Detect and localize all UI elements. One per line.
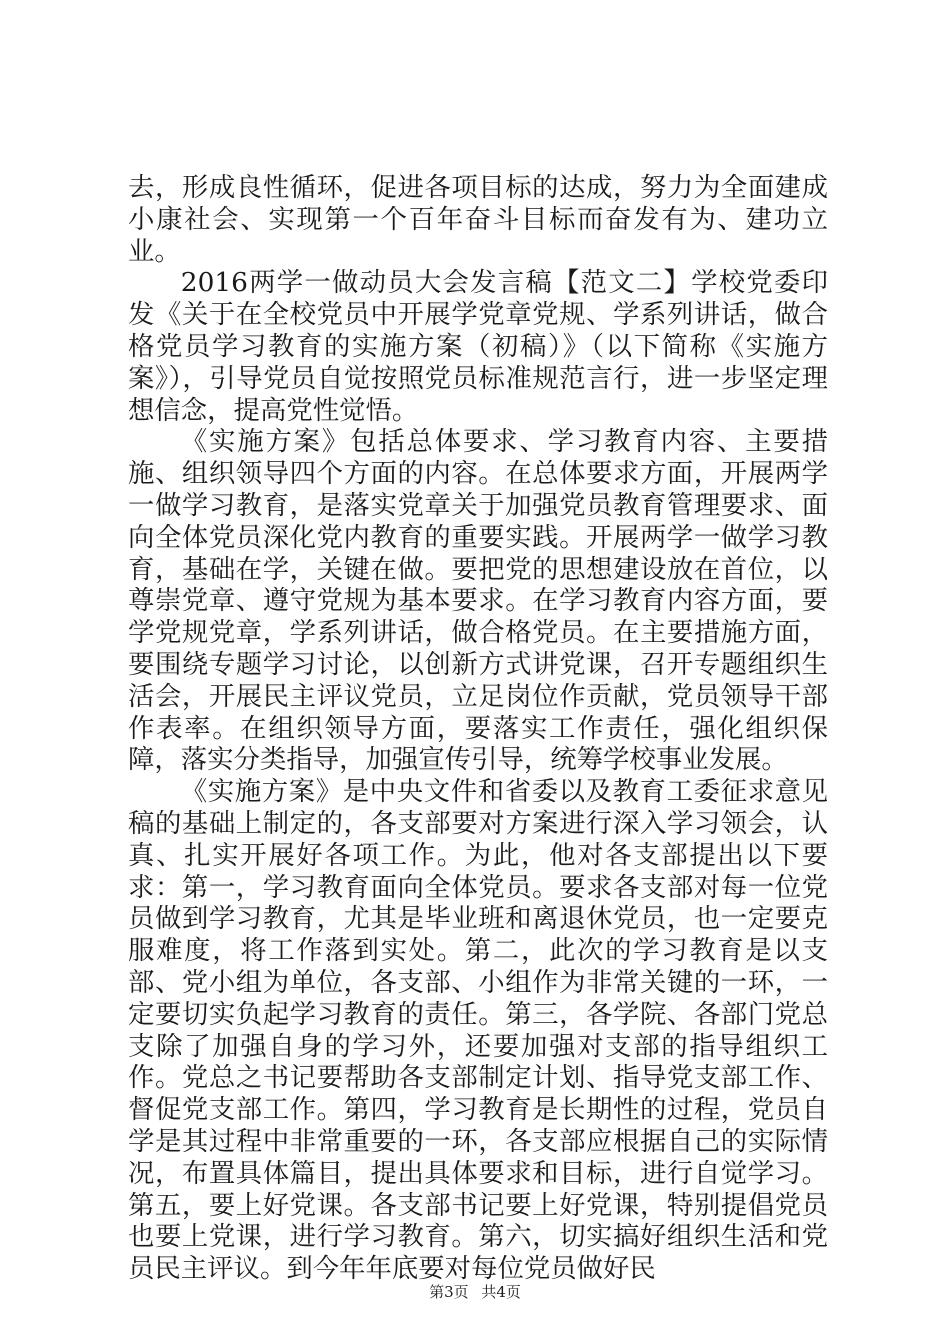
page-number: 第3页 — [429, 1283, 469, 1301]
paragraph-speech-intro: 2016两学一做动员大会发言稿【范文二】学校党委印发《关于在全校党员中开展学党章党规、学系列讲话，做合格党员学习教育的实施方案（初稿）》（以下简称《实施方案》），引导党员自觉按照党员标准规范言行，进一步坚定理想信念，提高党性觉悟。 — [128, 267, 828, 426]
page-total: 共4页 — [481, 1283, 521, 1301]
document-body — [128, 172, 828, 1285]
paragraph-plan-content: 《实施方案》包括总体要求、学习教育内容、主要措施、组织领导四个方面的内容。在总体要求方面，开展两学一做学习教育，是落实党章关于加强党员教育管理要求、面向全体党员深化党内教育的重要实践。开展两学一做学习教育，基础在学，关键在做。要把党的思想建设放在首位，以尊崇党章、遵守党规为基本要求。在学习教育内容方面，要学党规党章，学系列讲话，做合格党员。在主要措施方面，要围绕专题学习讨论，以创新方式讲党课，召开专题组织生活会，开展民主评议党员，立足岗位作贡献，党员领导干部作表率。在组织领导方面，要落实工作责任，强化组织保障，落实分类指导，加强宣传引导，统筹学校事业发展。 — [128, 426, 828, 776]
page-footer — [0, 1281, 950, 1302]
paragraph-continuation: 去，形成良性循环，促进各项目标的达成，努力为全面建成小康社会、实现第一个百年奋斗目标而奋发有为、建功立业。 — [128, 172, 828, 267]
paragraph-plan-requirements: 《实施方案》是中央文件和省委以及教育工委征求意见稿的基础上制定的，各支部要对方案进行深入学习领会，认真、扎实开展好各项工作。为此，他对各支部提出以下要求：第一，学习教育面向全体党员。要求各支部对每一位党员做到学习教育，尤其是毕业班和离退休党员，也一定要克服难度，将工作落到实处。第二，此次的学习教育是以支部、党小组为单位，各支部、小组作为非常关键的一环，一定要切实负起学习教育的责任。第三，各学院、各部门党总支除了加强自身的学习外，还要加强对支部的指导组织工作。党总之书记要帮助各支部制定计划、指导党支部工作、督促党支部工作。第四，学习教育是长期性的过程，党员自学是其过程中非常重要的一环，各支部应根据自己的实际情况，布置具体篇目，提出具体要求和目标，进行自觉学习。第五，要上好党课。各支部书记要上好党课，特别提倡党员也要上党课，进行学习教育。第六，切实搞好组织生活和党员民主评议。到今年年底要对每位党员做好民 — [128, 776, 828, 1285]
